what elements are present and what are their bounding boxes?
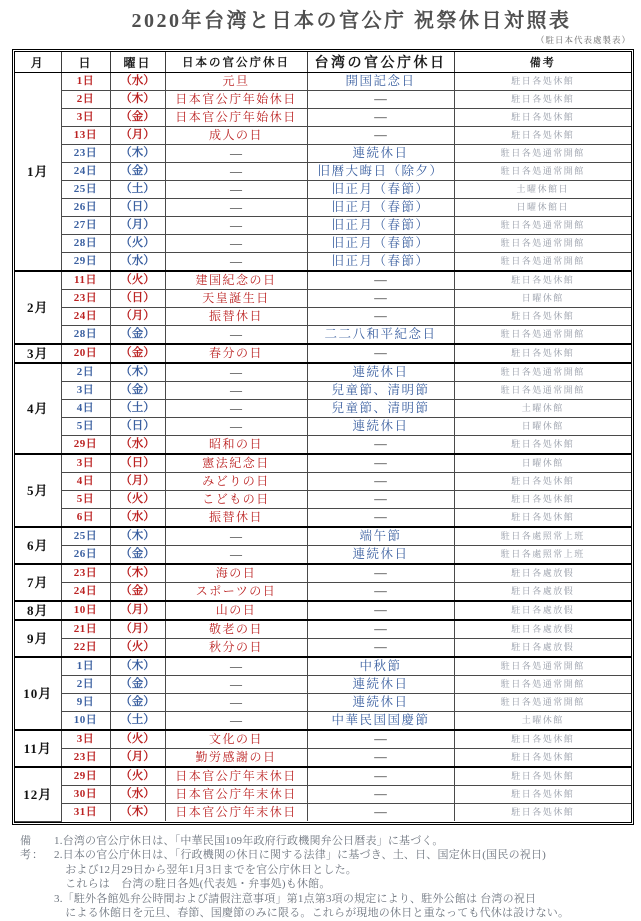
japan-holiday-cell: 文化の日 (165, 730, 307, 749)
note-cell: 駐日各処休館 (454, 804, 631, 822)
weekday-cell: （火） (110, 491, 165, 509)
japan-holiday-cell: ― (165, 527, 307, 546)
japan-holiday-cell: ― (165, 235, 307, 253)
taiwan-holiday-cell: ― (307, 620, 454, 639)
note-cell: 駐日各處照常上班 (454, 546, 631, 565)
note-cell: 駐日各處放假 (454, 564, 631, 583)
japan-holiday-cell: 日本官公庁年始休日 (165, 109, 307, 127)
table-row (15, 308, 631, 326)
weekday-cell: （日） (110, 290, 165, 308)
table-row (15, 163, 631, 181)
table-row (15, 546, 631, 565)
weekday-cell: （水） (110, 73, 165, 91)
weekday-cell: （水） (110, 786, 165, 804)
japan-holiday-cell: 振替休日 (165, 308, 307, 326)
weekday-cell: （火） (110, 767, 165, 786)
header-weekday: 曜日 (110, 52, 165, 73)
day-cell: 2日 (61, 91, 110, 109)
day-cell: 3日 (61, 109, 110, 127)
japan-holiday-cell: 元旦 (165, 73, 307, 91)
taiwan-holiday-cell: 旧正月（春節） (307, 253, 454, 272)
day-cell: 23日 (61, 145, 110, 163)
note-cell: 駐日各處放假 (454, 583, 631, 602)
table-row (15, 91, 631, 109)
table-row (15, 454, 631, 473)
note-line: および12月29日から翌年1月3日までを官公庁休日とした。 (54, 863, 357, 876)
notes-lines (54, 834, 633, 921)
table-row (15, 712, 631, 731)
taiwan-holiday-cell: ― (307, 271, 454, 290)
day-cell: 3日 (61, 730, 110, 749)
day-cell: 5日 (61, 418, 110, 436)
note-line: による休館日を元旦、春節、国慶節のみに限る。これらが現地の休日と重なっても代休は設けない。 (54, 907, 570, 919)
note-cell: 駐日各処通常開館 (454, 145, 631, 163)
day-cell: 26日 (61, 199, 110, 217)
taiwan-holiday-cell: ― (307, 509, 454, 528)
taiwan-holiday-cell: ― (307, 767, 454, 786)
note-cell: 駐日各處放假 (454, 601, 631, 620)
weekday-cell: （金） (110, 382, 165, 400)
japan-holiday-cell: ― (165, 657, 307, 676)
taiwan-holiday-cell: ― (307, 804, 454, 822)
note-cell: 日曜休館 (454, 418, 631, 436)
table-row (15, 290, 631, 308)
taiwan-holiday-cell: ― (307, 109, 454, 127)
taiwan-holiday-cell: 端午節 (307, 527, 454, 546)
taiwan-holiday-cell: 旧正月（春節） (307, 199, 454, 217)
day-cell: 20日 (61, 344, 110, 363)
table-row (15, 344, 631, 363)
japan-holiday-cell: ― (165, 145, 307, 163)
japan-holiday-cell: ― (165, 217, 307, 235)
day-cell: 11日 (61, 271, 110, 290)
japan-holiday-cell: 勤労感謝の日 (165, 749, 307, 768)
japan-holiday-cell: ― (165, 546, 307, 565)
weekday-cell: （金） (110, 676, 165, 694)
weekday-cell: （火） (110, 235, 165, 253)
japan-holiday-cell: ― (165, 676, 307, 694)
title-wrap (0, 0, 641, 33)
taiwan-holiday-cell: ― (307, 290, 454, 308)
day-cell: 24日 (61, 583, 110, 602)
taiwan-holiday-cell: ― (307, 564, 454, 583)
note-cell: 駐日各処休館 (454, 436, 631, 455)
table-row (15, 271, 631, 290)
japan-holiday-cell: 成人の日 (165, 127, 307, 145)
note-cell: 駐日各処休館 (454, 491, 631, 509)
weekday-cell: （月） (110, 749, 165, 768)
table-row (15, 639, 631, 658)
table-row (15, 363, 631, 382)
day-cell: 3日 (61, 454, 110, 473)
note-cell: 駐日各処休館 (454, 767, 631, 786)
taiwan-holiday-cell: ― (307, 454, 454, 473)
day-cell: 4日 (61, 400, 110, 418)
month-cell: 5月 (15, 454, 61, 527)
note-cell: 駐日各処通常開館 (454, 694, 631, 712)
japan-holiday-cell: 日本官公庁年末休日 (165, 786, 307, 804)
table-row (15, 730, 631, 749)
month-cell: 12月 (15, 767, 61, 821)
taiwan-holiday-cell: ― (307, 583, 454, 602)
taiwan-holiday-cell: 兒童節、清明節 (307, 400, 454, 418)
taiwan-holiday-cell: 旧正月（春節） (307, 217, 454, 235)
table-row (15, 217, 631, 235)
day-cell: 2日 (61, 676, 110, 694)
day-cell: 27日 (61, 217, 110, 235)
note-cell: 駐日各處放假 (454, 620, 631, 639)
weekday-cell: （水） (110, 253, 165, 272)
table-row (15, 181, 631, 199)
header-day: 日 (61, 52, 110, 73)
taiwan-holiday-cell: 連続休日 (307, 418, 454, 436)
weekday-cell: （金） (110, 163, 165, 181)
taiwan-holiday-cell: 連続休日 (307, 363, 454, 382)
japan-holiday-cell: 昭和の日 (165, 436, 307, 455)
weekday-cell: （金） (110, 694, 165, 712)
table-row (15, 382, 631, 400)
weekday-cell: （金） (110, 326, 165, 345)
day-cell: 21日 (61, 620, 110, 639)
japan-holiday-cell: 秋分の日 (165, 639, 307, 658)
table-row (15, 73, 631, 91)
day-cell: 29日 (61, 253, 110, 272)
table-row (15, 326, 631, 345)
japan-holiday-cell: こどもの日 (165, 491, 307, 509)
header-remarks: 備考 (454, 52, 631, 73)
weekday-cell: （金） (110, 344, 165, 363)
notes-section (20, 834, 633, 921)
day-cell: 28日 (61, 326, 110, 345)
taiwan-holiday-cell: ― (307, 473, 454, 491)
taiwan-holiday-cell: 連続休日 (307, 694, 454, 712)
page-title: 2020年台湾と日本の官公庁 祝祭休日対照表 (131, 10, 572, 32)
taiwan-holiday-cell: ― (307, 601, 454, 620)
day-cell: 26日 (61, 546, 110, 565)
weekday-cell: （土） (110, 181, 165, 199)
table-row (15, 676, 631, 694)
note-line: 2.日本の官公庁休日は、「行政機関の休日に関する法律」に基づき、土、日、国定休日(国民の祝日) (54, 849, 547, 861)
day-cell: 24日 (61, 163, 110, 181)
table-row (15, 527, 631, 546)
taiwan-holiday-cell: ― (307, 127, 454, 145)
note-cell: 駐日各処休館 (454, 91, 631, 109)
month-cell: 9月 (15, 620, 61, 657)
weekday-cell: （木） (110, 527, 165, 546)
weekday-cell: （火） (110, 271, 165, 290)
month-cell: 11月 (15, 730, 61, 767)
day-cell: 6日 (61, 509, 110, 528)
day-cell: 9日 (61, 694, 110, 712)
day-cell: 2日 (61, 363, 110, 382)
japan-holiday-cell: ― (165, 181, 307, 199)
note-cell: 駐日各処休館 (454, 109, 631, 127)
japan-holiday-cell: ― (165, 400, 307, 418)
japan-holiday-cell: 日本官公庁年末休日 (165, 767, 307, 786)
taiwan-holiday-cell: 旧正月（春節） (307, 235, 454, 253)
day-cell: 22日 (61, 639, 110, 658)
japan-holiday-cell: ― (165, 418, 307, 436)
table-row (15, 418, 631, 436)
japan-holiday-cell: ― (165, 326, 307, 345)
table-row (15, 199, 631, 217)
japan-holiday-cell: みどりの日 (165, 473, 307, 491)
taiwan-holiday-cell: 中秋節 (307, 657, 454, 676)
table-row (15, 473, 631, 491)
subtitle: （駐日本代表處製表） (535, 35, 631, 45)
day-cell: 1日 (61, 657, 110, 676)
note-line: 3.「駐外各館処弁公時間および請假注意事項」第1点第3項の規定により、駐外公館は 台湾の祝日 (54, 892, 537, 905)
weekday-cell: （木） (110, 657, 165, 676)
weekday-cell: （木） (110, 91, 165, 109)
japan-holiday-cell: スポーツの日 (165, 583, 307, 602)
table-row (15, 235, 631, 253)
table-row (15, 253, 631, 272)
japan-holiday-cell: 振替休日 (165, 509, 307, 528)
note-cell: 駐日各処休館 (454, 344, 631, 363)
table-row (15, 109, 631, 127)
taiwan-holiday-cell: ― (307, 344, 454, 363)
japan-holiday-cell: ― (165, 382, 307, 400)
day-cell: 30日 (61, 786, 110, 804)
weekday-cell: （水） (110, 436, 165, 455)
month-cell: 4月 (15, 363, 61, 454)
weekday-cell: （火） (110, 730, 165, 749)
month-cell: 7月 (15, 564, 61, 601)
header-month: 月 (15, 52, 61, 73)
table-row (15, 749, 631, 768)
weekday-cell: （日） (110, 199, 165, 217)
table-row (15, 767, 631, 786)
day-cell: 25日 (61, 527, 110, 546)
day-cell: 29日 (61, 436, 110, 455)
taiwan-holiday-cell: 連続休日 (307, 546, 454, 565)
day-cell: 3日 (61, 382, 110, 400)
day-cell: 13日 (61, 127, 110, 145)
note-cell: 駐日各処通常開館 (454, 253, 631, 272)
table-row (15, 786, 631, 804)
taiwan-holiday-cell: 旧正月（春節） (307, 181, 454, 199)
note-cell: 土曜休館 (454, 400, 631, 418)
day-cell: 31日 (61, 804, 110, 822)
taiwan-holiday-cell: 兒童節、清明節 (307, 382, 454, 400)
note-cell: 駐日各処休館 (454, 509, 631, 528)
note-cell: 駐日各処通常開館 (454, 326, 631, 345)
taiwan-holiday-cell: 中華民国国慶節 (307, 712, 454, 731)
taiwan-holiday-cell: ― (307, 786, 454, 804)
table-row (15, 436, 631, 455)
note-cell: 駐日各処休館 (454, 73, 631, 91)
taiwan-holiday-cell: ― (307, 491, 454, 509)
weekday-cell: （木） (110, 145, 165, 163)
weekday-cell: （金） (110, 546, 165, 565)
weekday-cell: （金） (110, 583, 165, 602)
note-cell: 駐日各處放假 (454, 639, 631, 658)
day-cell: 10日 (61, 601, 110, 620)
note-cell: 駐日各処通常開館 (454, 235, 631, 253)
japan-holiday-cell: 山の日 (165, 601, 307, 620)
table-row (15, 694, 631, 712)
table-row (15, 491, 631, 509)
note-cell: 駐日各処休館 (454, 730, 631, 749)
day-cell: 23日 (61, 290, 110, 308)
note-cell: 駐日各処通常開館 (454, 657, 631, 676)
weekday-cell: （金） (110, 109, 165, 127)
day-cell: 28日 (61, 235, 110, 253)
note-cell: 日曜休館 (454, 290, 631, 308)
taiwan-holiday-cell: 連続休日 (307, 676, 454, 694)
note-cell: 駐日各処休館 (454, 473, 631, 491)
table-row (15, 127, 631, 145)
weekday-cell: （日） (110, 418, 165, 436)
weekday-cell: （日） (110, 454, 165, 473)
japan-holiday-cell: ― (165, 163, 307, 181)
weekday-cell: （月） (110, 601, 165, 620)
table-row (15, 583, 631, 602)
taiwan-holiday-cell: 連続休日 (307, 145, 454, 163)
day-cell: 23日 (61, 749, 110, 768)
weekday-cell: （水） (110, 509, 165, 528)
note-cell: 駐日各処休館 (454, 308, 631, 326)
taiwan-holiday-cell: ― (307, 730, 454, 749)
day-cell: 24日 (61, 308, 110, 326)
japan-holiday-cell: 海の日 (165, 564, 307, 583)
note-cell: 駐日各処通常開館 (454, 676, 631, 694)
weekday-cell: （月） (110, 473, 165, 491)
day-cell: 4日 (61, 473, 110, 491)
note-cell: 日曜休館 (454, 454, 631, 473)
holiday-table-body (15, 73, 631, 822)
note-cell: 駐日各処休館 (454, 127, 631, 145)
table-row (15, 601, 631, 620)
note-cell: 駐日各処通常開館 (454, 217, 631, 235)
holiday-table-frame (12, 49, 634, 825)
day-cell: 10日 (61, 712, 110, 731)
day-cell: 29日 (61, 767, 110, 786)
japan-holiday-cell: 春分の日 (165, 344, 307, 363)
japan-holiday-cell: 建国紀念の日 (165, 271, 307, 290)
month-cell: 6月 (15, 527, 61, 564)
japan-holiday-cell: ― (165, 253, 307, 272)
day-cell: 23日 (61, 564, 110, 583)
japan-holiday-cell: ― (165, 363, 307, 382)
weekday-cell: （火） (110, 639, 165, 658)
note-line: 1.台湾の官公庁休日は、「中華民国109年政府行政機関弁公日暦表」に基づく。 (54, 834, 444, 847)
holiday-table (15, 52, 631, 822)
note-cell: 駐日各処通常開館 (454, 163, 631, 181)
weekday-cell: （木） (110, 804, 165, 822)
weekday-cell: （月） (110, 217, 165, 235)
header-taiwan-holiday: 台湾の官公庁休日 (307, 52, 454, 73)
table-row (15, 400, 631, 418)
table-row (15, 145, 631, 163)
japan-holiday-cell: ― (165, 199, 307, 217)
japan-holiday-cell: 日本官公庁年末休日 (165, 804, 307, 822)
month-cell: 10月 (15, 657, 61, 730)
month-cell: 1月 (15, 73, 61, 272)
note-cell: 駐日各処休館 (454, 749, 631, 768)
note-cell: 土曜休館 (454, 712, 631, 731)
taiwan-holiday-cell: ― (307, 639, 454, 658)
taiwan-holiday-cell: 開国記念日 (307, 73, 454, 91)
weekday-cell: （木） (110, 363, 165, 382)
taiwan-holiday-cell: 二二八和平紀念日 (307, 326, 454, 345)
taiwan-holiday-cell: ― (307, 436, 454, 455)
taiwan-holiday-cell: 旧暦大晦日（除夕） (307, 163, 454, 181)
month-cell: 2月 (15, 271, 61, 344)
table-row (15, 657, 631, 676)
table-header-row (15, 52, 631, 73)
note-cell: 駐日各處照常上班 (454, 527, 631, 546)
notes-label: 備考： (20, 834, 44, 861)
note-line: これらは 台湾の駐日各処(代表処・弁事処)も休館。 (54, 878, 331, 890)
note-cell: 駐日各処通常開館 (454, 363, 631, 382)
table-row (15, 804, 631, 822)
day-cell: 5日 (61, 491, 110, 509)
table-row (15, 564, 631, 583)
note-cell: 駐日各処通常開館 (454, 382, 631, 400)
japan-holiday-cell: ― (165, 694, 307, 712)
header-japan-holiday: 日本の官公庁休日 (165, 52, 307, 73)
japan-holiday-cell: 日本官公庁年始休日 (165, 91, 307, 109)
taiwan-holiday-cell: ― (307, 749, 454, 768)
weekday-cell: （土） (110, 712, 165, 731)
day-cell: 25日 (61, 181, 110, 199)
note-cell: 土曜休館日 (454, 181, 631, 199)
month-cell: 8月 (15, 601, 61, 620)
note-cell: 駐日各処休館 (454, 271, 631, 290)
note-cell: 日曜休館日 (454, 199, 631, 217)
japan-holiday-cell: ― (165, 712, 307, 731)
weekday-cell: （木） (110, 564, 165, 583)
day-cell: 1日 (61, 73, 110, 91)
taiwan-holiday-cell: ― (307, 91, 454, 109)
table-row (15, 620, 631, 639)
japan-holiday-cell: 敬老の日 (165, 620, 307, 639)
taiwan-holiday-cell: ― (307, 308, 454, 326)
weekday-cell: （土） (110, 400, 165, 418)
japan-holiday-cell: 憲法紀念日 (165, 454, 307, 473)
table-row (15, 509, 631, 528)
month-cell: 3月 (15, 344, 61, 363)
weekday-cell: （月） (110, 127, 165, 145)
weekday-cell: （月） (110, 620, 165, 639)
weekday-cell: （月） (110, 308, 165, 326)
japan-holiday-cell: 天皇誕生日 (165, 290, 307, 308)
note-cell: 駐日各処休館 (454, 786, 631, 804)
